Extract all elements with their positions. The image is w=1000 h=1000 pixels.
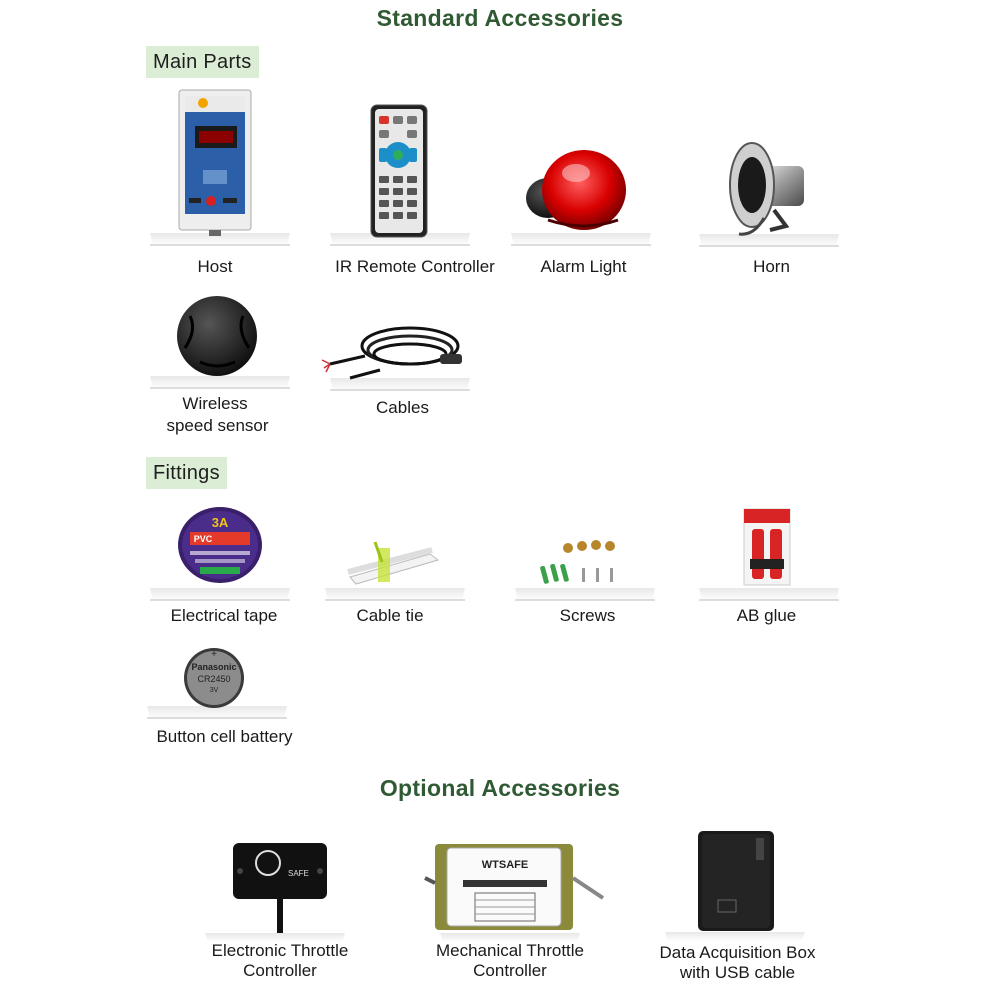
- mtc-brand-text: WTSAFE: [481, 859, 529, 871]
- host-item[interactable]: [145, 88, 305, 276]
- cable-tie-image: [320, 532, 480, 607]
- ab-glue-item[interactable]: [694, 505, 854, 625]
- cable-tie-label: Cable tie: [356, 606, 424, 625]
- screws-item[interactable]: [510, 532, 670, 652]
- ir-remote-label: IR Remote Controller: [335, 257, 495, 276]
- electronic-throttle-image: [200, 838, 360, 938]
- cables-image: [320, 320, 490, 400]
- mechanical-throttle-label-2: Controller: [473, 961, 547, 980]
- cables-label: Cables: [376, 398, 429, 417]
- battery-label: Button cell battery: [156, 727, 293, 746]
- battery-image: [142, 646, 302, 726]
- data-acquisition-item[interactable]: [659, 828, 820, 982]
- wireless-sensor-label-2: speed sensor: [166, 416, 269, 435]
- data-acquisition-label-2: with USB cable: [679, 963, 796, 982]
- svg-text:+: +: [211, 649, 217, 660]
- ab-glue-label: AB glue: [736, 606, 797, 625]
- electronic-throttle-label-2: Controller: [243, 961, 317, 980]
- mechanical-throttle-label-1: Mechanical Throttle: [435, 941, 585, 960]
- data-acquisition-image: [660, 828, 820, 938]
- electronic-throttle-label-1: Electronic Throttle: [211, 941, 349, 960]
- wireless-sensor-label-1: Wireless: [182, 394, 248, 413]
- battery-model-text: CR2450: [197, 674, 231, 684]
- battery-brand-text: Panasonic: [191, 662, 237, 672]
- standard-accessories-title: Standard Accessories: [376, 5, 624, 31]
- electrical-tape-label: Electrical tape: [170, 606, 278, 625]
- alarm-light-image: [506, 128, 666, 258]
- data-acquisition-label-1: Data Acquisition Box: [659, 943, 816, 962]
- ir-remote-item[interactable]: [325, 100, 495, 276]
- ir-remote-image: [325, 100, 485, 260]
- cables-item[interactable]: [320, 320, 480, 440]
- electrical-tape-image: [145, 505, 305, 605]
- cable-tie-item[interactable]: [320, 532, 480, 652]
- host-image: [145, 88, 305, 253]
- fittings-heading: Fittings: [146, 457, 227, 489]
- wireless-sensor-item[interactable]: [145, 290, 305, 435]
- optional-accessories-title: Optional Accessories: [379, 775, 621, 801]
- battery-item[interactable]: [142, 646, 302, 766]
- horn-item[interactable]: [694, 138, 854, 276]
- mechanical-throttle-image: [425, 838, 605, 938]
- screws-image: [510, 532, 670, 607]
- tape-pvc-text: PVC: [193, 534, 213, 544]
- host-label: Host: [197, 257, 233, 276]
- wireless-sensor-image: [145, 290, 305, 400]
- electrical-tape-item[interactable]: [145, 505, 305, 625]
- etc-brand-text: SAFE: [288, 869, 309, 878]
- alarm-light-label: Alarm Light: [540, 257, 627, 276]
- battery-voltage-text: 3V: [209, 687, 219, 694]
- alarm-light-item[interactable]: [506, 128, 666, 276]
- ab-glue-image: [694, 505, 854, 605]
- main-parts-heading: Main Parts: [146, 46, 259, 78]
- horn-label: Horn: [753, 257, 790, 276]
- tape-brand-text: 3A: [211, 515, 229, 530]
- mechanical-throttle-item[interactable]: [425, 838, 585, 980]
- electronic-throttle-item[interactable]: [200, 838, 360, 980]
- screws-label: Screws: [559, 606, 616, 625]
- horn-image: [694, 138, 854, 258]
